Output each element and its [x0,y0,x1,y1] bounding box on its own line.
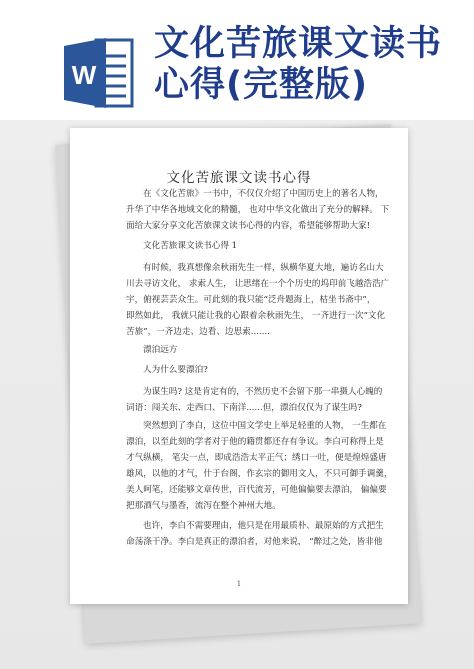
text-line: 面给大家分享文化苦旅课文读书心得的内容，希望能够帮助大家! [126,221,371,231]
text-line: 命荡涤干净。李白是真正的漂泊者，对他来说， “醉过之处，皆非他 [126,537,383,547]
banner-title-line-1: 文化苦旅课文读书 [154,24,443,64]
paragraph [126,384,383,416]
text-line: 宇，俯视芸芸众生。可此刻的我只能“泛舟题海上，枯坐书斋中”， [126,295,376,305]
document-page [70,128,408,604]
text-line: 雄风，以他的才气，什于台阁，作玄宗的御用文人，不只可御手调羹， [126,469,393,479]
section-heading [126,238,364,254]
text-line: 词语：闯关东、走西口、下南洋......但，漂泊仅仅为了谋生吗? [126,403,362,413]
paragraph [126,518,384,550]
document-title: 文化苦旅课文读书心得 [166,170,312,186]
subheading [126,342,364,358]
banner [0,0,474,120]
text-line: 才气纵横， 笔尖一点，即成浩浩太平正气；绣口一吐，便是煌煌盛唐 [126,453,387,463]
text-line: 即然如此， 我就只能让我的心跟着余秋雨先生， 一齐进行一次“文化 [126,311,386,321]
word-document-icon [62,36,134,110]
paragraph [126,260,390,340]
text-line: 文化苦旅课文读书心得 1 [143,241,238,251]
banner-title-line-2: 心得(完整版) [154,65,368,105]
text-line: 漂泊远方 [143,345,178,355]
banner-title [154,24,464,106]
text-line: 突然想到了李白，这位中国文学史上举足轻重的人物， 一生都在 [143,421,387,431]
paragraph [126,186,390,234]
word-logo-letter: W [71,60,97,90]
text-line: 在《文化苦旅》一书中，不仅仅介绍了中国历史上的著名人物， [143,189,384,199]
text-line: 川去寻访文化， 求索人生， 让思绪在一个个历史的坞印前飞越浩浩广 [126,279,390,289]
text-line: 为谋生吗? 这是肯定有的，不然历史不会留下那一串摄人心魄的 [143,387,383,397]
text-line: 苦旅”，一齐边走、边看、边思索....... [126,327,270,337]
text-line: 人为什么要漂泊? [143,365,208,375]
text-line: 升华了中华各地域文化的精髓， 也对中华文化做出了充分的解释。 下 [126,205,390,215]
text-line: 美人呵笔，还能够文章传世，百代流芳，可他偏偏要去漂泊， 偏偏要 [126,485,387,495]
paragraph [126,418,393,514]
paragraph [126,362,364,378]
text-line: 有时候，我真想像余秋雨先生一样，纵横华夏大地，遍访名山大 [143,263,384,273]
text-line: 把那酒气与墨香，流泻在整个神州大地。 [126,501,281,511]
page-number: 1 [236,580,242,588]
text-line: 也许，李白不需要理由，他只是在用最质朴、最原始的方式把生 [143,521,384,531]
text-line: 漂泊，以至此刻的学者对于他的籍贯都还存有争议。李白可称得上是 [126,437,384,447]
